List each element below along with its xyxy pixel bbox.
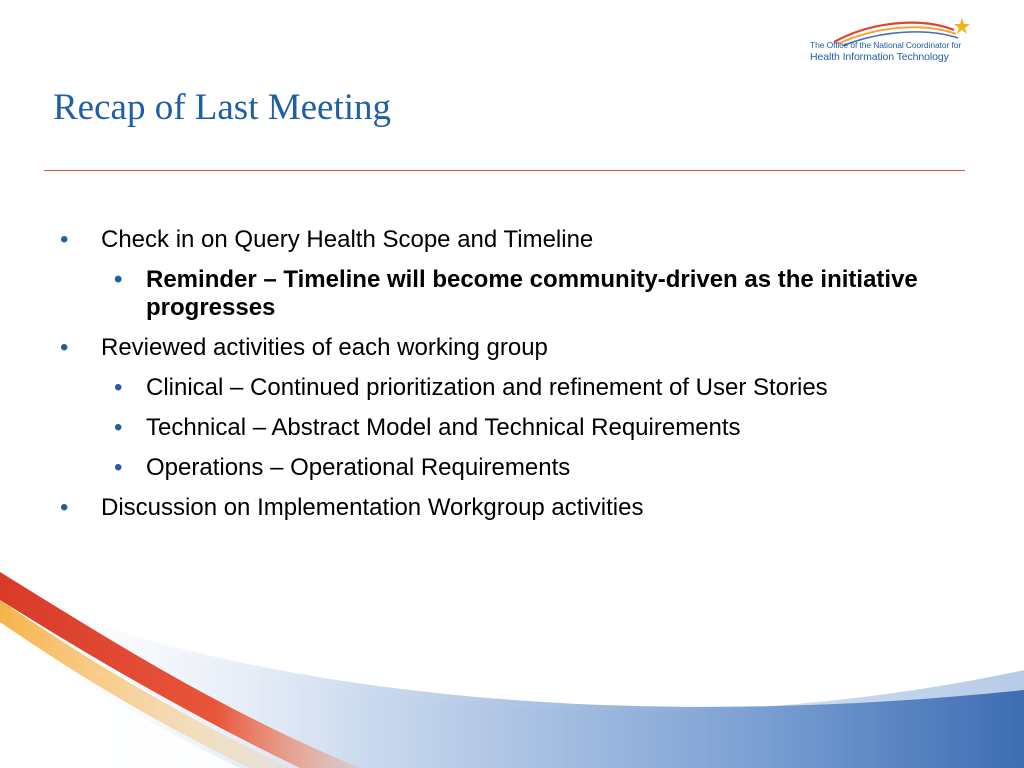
bullet-item <box>58 494 978 522</box>
bullet-item <box>58 334 978 362</box>
bullet-dot-icon: • <box>60 494 69 521</box>
bullet-item <box>58 414 978 442</box>
bullet-text: Reviewed activities of each working group <box>101 334 548 361</box>
logo-text-line2: Health Information Technology <box>810 51 949 63</box>
bullet-text: Operations – Operational Requirements <box>146 454 571 481</box>
bullet-dot-icon: • <box>60 334 69 361</box>
bullet-text: Reminder – Timeline will become community-driven as the initiative progresses <box>146 266 918 321</box>
bullet-text: Check in on Query Health Scope and Timeline <box>101 226 594 253</box>
bullet-list <box>58 226 978 534</box>
onc-logo <box>804 16 974 66</box>
bullet-dot-icon: • <box>114 414 123 441</box>
bullet-text: Technical – Abstract Model and Technical Requirements <box>146 414 741 441</box>
bullet-item <box>58 374 978 402</box>
bullet-dot-icon: • <box>114 266 123 293</box>
bullet-text: Discussion on Implementation Workgroup activities <box>101 494 644 521</box>
bullet-dot-icon: • <box>60 226 69 253</box>
decorative-swoosh <box>0 560 1024 768</box>
bullet-text: Clinical – Continued prioritization and refinement of User Stories <box>146 374 828 401</box>
bullet-dot-icon: • <box>114 374 123 401</box>
logo-text-line1: The Office of the National Coordinator for <box>810 40 962 50</box>
title-divider <box>44 170 965 171</box>
bullet-item <box>58 266 978 322</box>
bullet-dot-icon: • <box>114 454 123 481</box>
bullet-item <box>58 226 978 254</box>
slide-title: Recap of Last Meeting <box>53 87 392 128</box>
bullet-item <box>58 454 978 482</box>
